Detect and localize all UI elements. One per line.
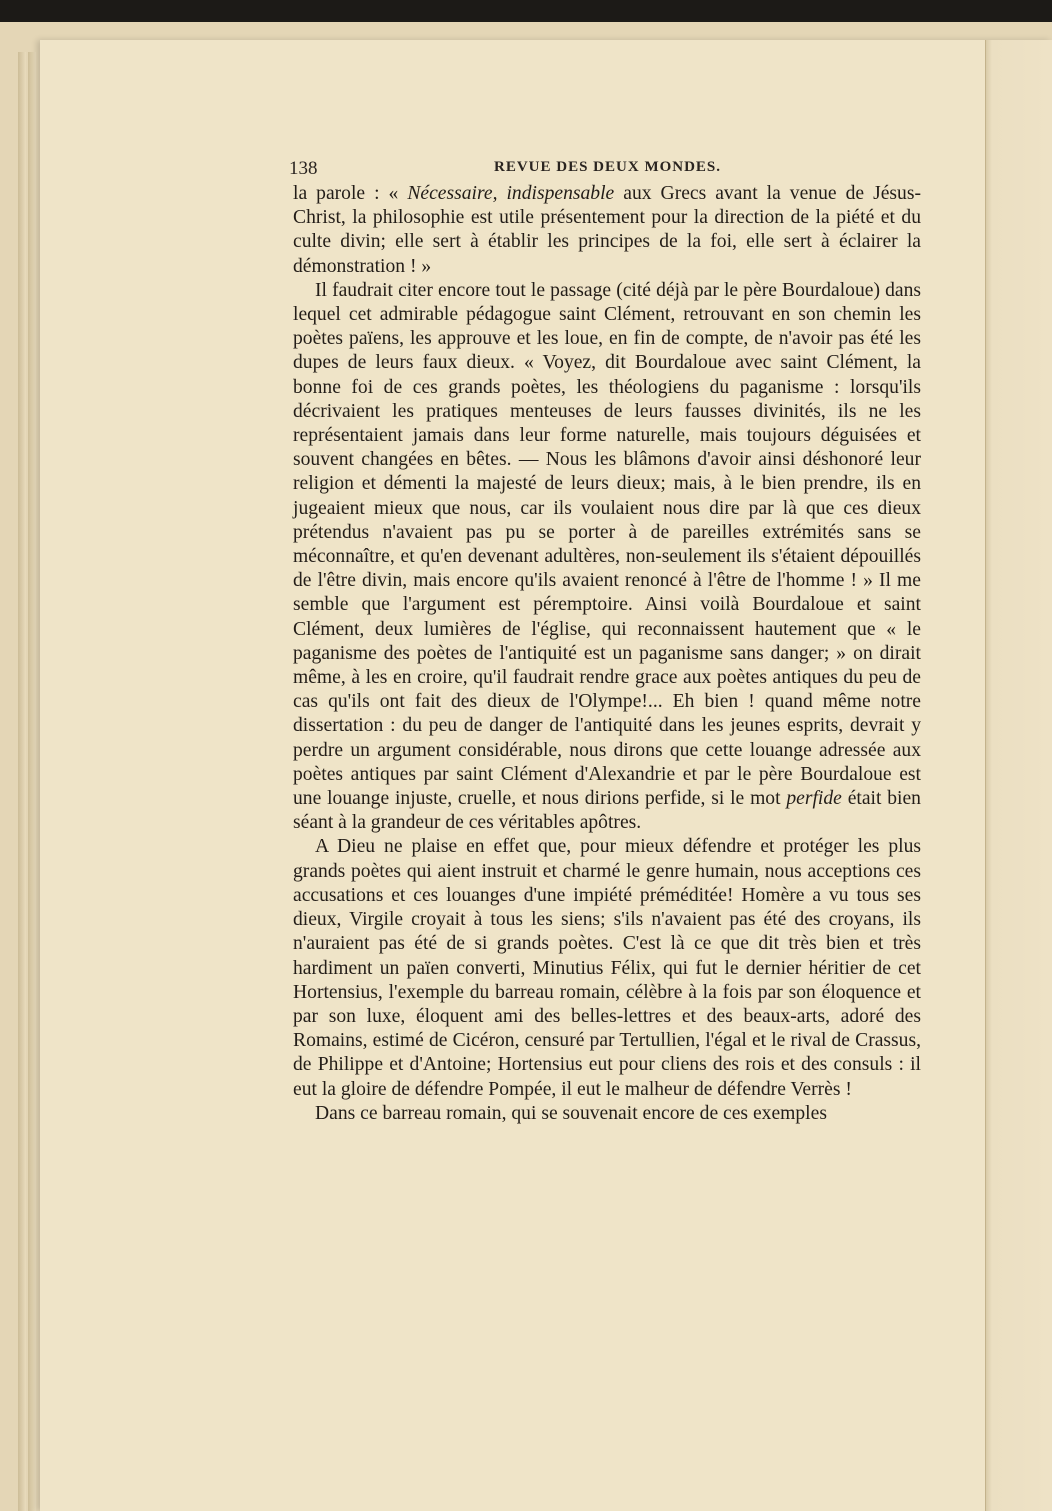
paragraph-3: [293, 835, 921, 1101]
text-segment: était bien séant à la grandeur de ces véritables apôtres.: [293, 788, 921, 834]
text-segment: A Dieu ne plaise en effet que, pour mieux défendre et protéger les plus grands poètes qui aient instruit et charmé le genre humain, nous acceptions ces accusations et ces louanges d'une impiété préméditée! Homère a vu tous ses dieux, Virgile croyait à tous les siens; s'ils n'avaient pas été des croyans, ils n'auraient pas été de si grands poètes. C'est là ce que dit très bien et très hardiment un païen converti, Minutius Félix, qui fut le dernier héritier de cet Hortensius, l'exemple du barreau romain, célèbre à la fois par son éloquence et par son luxe, éloquent ami des belles-lettres et des beaux-arts, adoré des Romains, estimé de Cicéron, censuré par Tertullien, l'égal et le rival de Crassus, de Philippe et d'Antoine; Hortensius eut pour cliens des rois et des consuls : il eut la gloire de défendre Pompée, il eut le malheur de défendre Verrès !: [293, 836, 921, 1100]
text-segment: aux Grecs avant la venue de Jésus-Christ, la philosophie est utile présentement pour la direction de la piété et du culte divin; elle sert à établir les principes de la foi, elle sert à éclairer la démonstration ! »: [293, 183, 921, 277]
paragraph-4: [293, 1102, 921, 1126]
paragraph-2: [293, 279, 921, 836]
paragraph-1: [293, 182, 921, 279]
text-segment: la parole : «: [293, 183, 408, 204]
next-page-leaf: [985, 40, 1052, 1511]
running-title: REVUE DES DEUX MONDES.: [494, 159, 722, 175]
italic-word: perfide: [786, 788, 842, 810]
page-number: 138: [289, 158, 318, 179]
body-text: [293, 182, 921, 1126]
text-segment: Il faudrait citer encore tout le passage (cité déjà par le père Bourdaloue) dans lequel cet admirable pédagogue saint Clément, retrouvant en son chemin les poètes païens, les approuve et les loue, en fin de compte, de n'avoir pas été les dupes de leurs faux dieux. « Voyez, dit Bourdaloue avec saint Clément, la bonne foi de ces grands poètes, les théologiens du paganisme : lorsqu'ils décrivaient les pratiques menteuses de leurs fausses divinités, ils ne les représentaient jamais dans leur forme naturelle, mais toujours déguisées et souvent changées en bêtes. — Nous les blâmons d'avoir ainsi déshonoré leur religion et démenti la majesté de leurs dieux; mais, à le bien prendre, ils en jugeaient mieux que nous, car ils voulaient nous dire par là que ces dieux prétendus n'avaient pas pu se porter à de pareilles extrémités sans se méconnaître, et qu'en devenant adultères, non-seulement ils s'étaient dépouillés de l'être divin, mais encore qu'ils avaient renoncé à l'être de l'homme ! » Il me semble que l'argument est péremptoire. Ainsi voilà Bourdaloue et saint Clément, deux lumières de l'église, qui reconnaissent hautement que « le paganisme des poètes de l'antiquité est un paganisme sans danger; » on dirait même, à les en croire, qu'il faudrait rendre grace aux poètes antiques du peu de cas qu'ils ont fait des dieux de l'Olympe!... Eh bien ! quand même notre dissertation : du peu de danger de l'antiquité dans les jeunes esprits, devrait y perdre un argument considérable, nous dirons que cette louange adressée aux poètes antiques par saint Clément d'Alexandrie et par le père Bourdaloue est une louange injuste, cruelle, et nous dirions perfide, si le mot: [293, 279, 921, 810]
page-header: [289, 158, 921, 182]
italic-phrase: Nécessaire, indispensable: [407, 183, 615, 204]
page-edge: [18, 52, 26, 1511]
page-edge: [28, 52, 36, 1511]
text-segment: Dans ce barreau romain, qui se souvenait encore de ces exemples: [315, 1102, 827, 1124]
